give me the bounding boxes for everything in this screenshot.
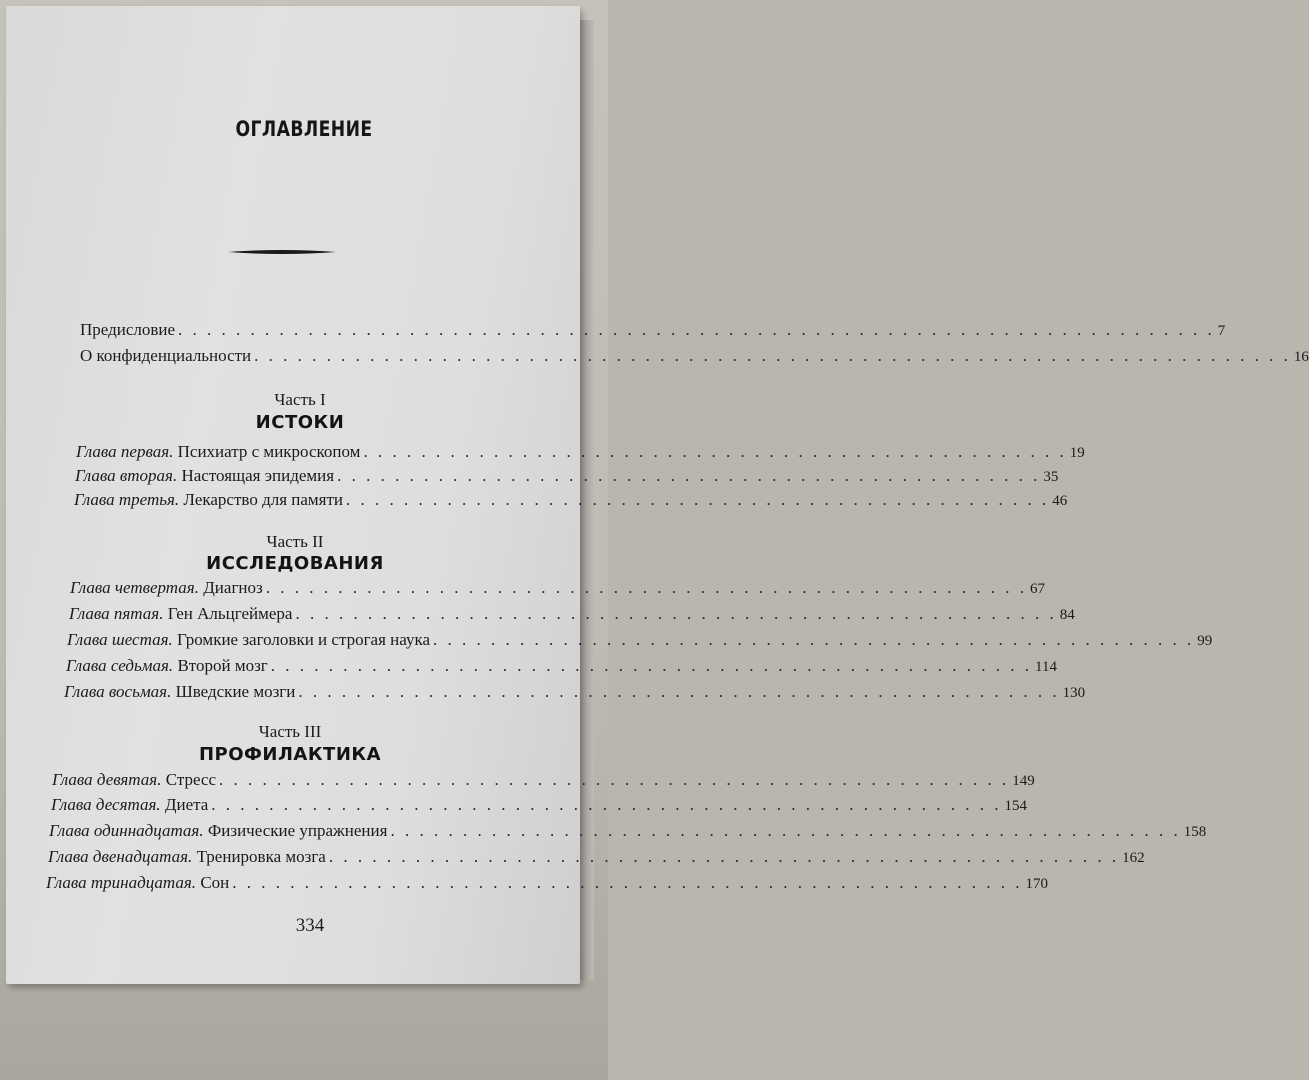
toc-chapter-5[interactable]: [69, 604, 1075, 624]
toc-chapter-11[interactable]: [49, 821, 1207, 841]
toc-chapter-10[interactable]: [51, 795, 1028, 815]
chapter-prefix: Глава тринадцатая.: [46, 873, 197, 892]
dot-leader: . . . . . . . . . . . . . . . . . . . . . . . . . . . . . . . . . . . . . . . . . . . . . . . . . . . . . . .: [211, 795, 1002, 814]
chapter-page: 154: [1004, 798, 1028, 814]
chapter-prefix: Глава пятая.: [69, 604, 164, 623]
chapter-title: Лекарство для памяти: [183, 490, 344, 509]
chapter-page: 149: [1012, 773, 1035, 789]
toc-chapter-7[interactable]: [66, 656, 1057, 676]
chapter-title: Физические упражнения: [207, 821, 388, 840]
chapter-title: Диета: [164, 795, 209, 814]
dot-leader: . . . . . . . . . . . . . . . . . . . . . . . . . . . . . . . . . . . . . . . . . . . . . . . . . . . . . . . . . . . . . . . . . . . . . . . .: [178, 320, 1215, 339]
chapter-prefix: Глава шестая.: [67, 630, 173, 649]
toc-chapter-13[interactable]: [46, 873, 1048, 893]
chapter-page: 84: [1059, 607, 1075, 623]
page-number: 334: [295, 915, 325, 936]
chapter-page: 46: [1052, 493, 1068, 509]
chapter-prefix: Глава вторая.: [75, 466, 178, 485]
dot-leader: . . . . . . . . . . . . . . . . . . . . . . . . . . . . . . . . . . . . . . . . . . . . . . . . . . . . .: [270, 656, 1033, 675]
toc-entry-label: Предисловие: [80, 320, 176, 339]
chapter-page: 19: [1069, 445, 1085, 461]
divider-ornament: [228, 247, 336, 257]
toc-entry-page: 16: [1293, 349, 1309, 365]
page-title: ОГЛАВЛЕНИЕ: [235, 117, 373, 141]
chapter-title: Ген Альцгеймера: [167, 604, 293, 623]
chapter-title: Тренировка мозга: [196, 847, 326, 866]
chapter-title: Стресс: [165, 770, 217, 789]
chapter-title: Сон: [200, 873, 230, 892]
dot-leader: . . . . . . . . . . . . . . . . . . . . . . . . . . . . . . . . . . . . . . . . . . . . . . . . . . . . .: [295, 604, 1057, 623]
chapter-prefix: Глава десятая.: [51, 795, 161, 814]
chapter-prefix: Глава первая.: [76, 442, 174, 461]
chapter-title: Второй мозг: [177, 656, 268, 675]
chapter-prefix: Глава девятая.: [52, 770, 162, 789]
chapter-prefix: Глава третья.: [74, 490, 180, 509]
chapter-page: 170: [1025, 876, 1048, 892]
dot-leader: . . . . . . . . . . . . . . . . . . . . . . . . . . . . . . . . . . . . . . . . . . . . . . . . . . . . . . .: [328, 847, 1120, 866]
chapter-prefix: Глава двенадцатая.: [48, 847, 193, 866]
toc-chapter-12[interactable]: [48, 847, 1145, 867]
part-title: ИСТОКИ: [255, 412, 345, 433]
chapter-title: Громкие заголовки и строгая наука: [177, 630, 430, 649]
dot-leader: . . . . . . . . . . . . . . . . . . . . . . . . . . . . . . . . . . . . . . . . . . . . . . . . . . . . .: [433, 630, 1195, 649]
dot-leader: . . . . . . . . . . . . . . . . . . . . . . . . . . . . . . . . . . . . . . . . . . . . . . . . .: [337, 466, 1041, 485]
chapter-prefix: Глава четвертая.: [70, 578, 199, 597]
part-label: Часть I: [274, 390, 326, 409]
chapter-prefix: Глава седьмая.: [66, 656, 174, 675]
toc-chapter-9[interactable]: [52, 770, 1035, 790]
chapter-page: 130: [1062, 685, 1086, 701]
part-label: Часть III: [258, 722, 322, 741]
toc-chapter-1[interactable]: [76, 442, 1085, 462]
toc-entry-preface[interactable]: [80, 320, 1226, 340]
chapter-title: Психиатр с микроскопом: [177, 442, 361, 461]
toc-chapter-3[interactable]: [74, 490, 1068, 510]
part-title: ИССЛЕДОВАНИЯ: [206, 553, 384, 574]
part-label: Часть II: [266, 532, 324, 551]
toc-entry-label: О конфиденциальности: [80, 346, 252, 365]
chapter-title: Настоящая эпидемия: [181, 466, 335, 485]
dot-leader: . . . . . . . . . . . . . . . . . . . . . . . . . . . . . . . . . . . . . . . . . . . . . . . . . . . . . . .: [219, 770, 1010, 789]
chapter-title: Диагноз: [203, 578, 263, 597]
chapter-prefix: Глава одиннадцатая.: [49, 821, 204, 840]
chapter-page: 114: [1035, 659, 1057, 675]
toc-chapter-2[interactable]: [75, 466, 1059, 486]
dot-leader: . . . . . . . . . . . . . . . . . . . . . . . . . . . . . . . . . . . . . . . . . . . . . . . . . . . . .: [265, 578, 1027, 597]
dot-leader: . . . . . . . . . . . . . . . . . . . . . . . . . . . . . . . . . . . . . . . . . . . . . . . . . . . . . . .: [390, 821, 1181, 840]
chapter-title: Шведские мозги: [175, 682, 296, 701]
toc-entry-page: 7: [1217, 323, 1226, 339]
dot-leader: . . . . . . . . . . . . . . . . . . . . . . . . . . . . . . . . . . . . . . . . . . . . . . . . .: [346, 490, 1050, 509]
chapter-prefix: Глава восьмая.: [64, 682, 172, 701]
chapter-page: 35: [1043, 469, 1059, 485]
toc-chapter-6[interactable]: [67, 630, 1213, 650]
dot-leader: . . . . . . . . . . . . . . . . . . . . . . . . . . . . . . . . . . . . . . . . . . . . . . . . .: [363, 442, 1067, 461]
chapter-page: 99: [1197, 633, 1213, 649]
dot-leader: . . . . . . . . . . . . . . . . . . . . . . . . . . . . . . . . . . . . . . . . . . . . . . . . . . . . . . .: [232, 873, 1023, 892]
dot-leader: . . . . . . . . . . . . . . . . . . . . . . . . . . . . . . . . . . . . . . . . . . . . . . . . . . . . . . . . . . . . . . . . . . . . . . . .: [254, 346, 1291, 365]
toc-chapter-4[interactable]: [70, 578, 1045, 598]
dot-leader: . . . . . . . . . . . . . . . . . . . . . . . . . . . . . . . . . . . . . . . . . . . . . . . . . . . . .: [298, 682, 1060, 701]
toc-chapter-8[interactable]: [64, 682, 1086, 702]
chapter-page: 158: [1183, 824, 1207, 840]
part-title: ПРОФИЛАКТИКА: [198, 744, 382, 765]
chapter-page: 162: [1122, 850, 1145, 866]
chapter-page: 67: [1029, 581, 1045, 597]
toc-entry-confidentiality[interactable]: [80, 346, 1309, 366]
